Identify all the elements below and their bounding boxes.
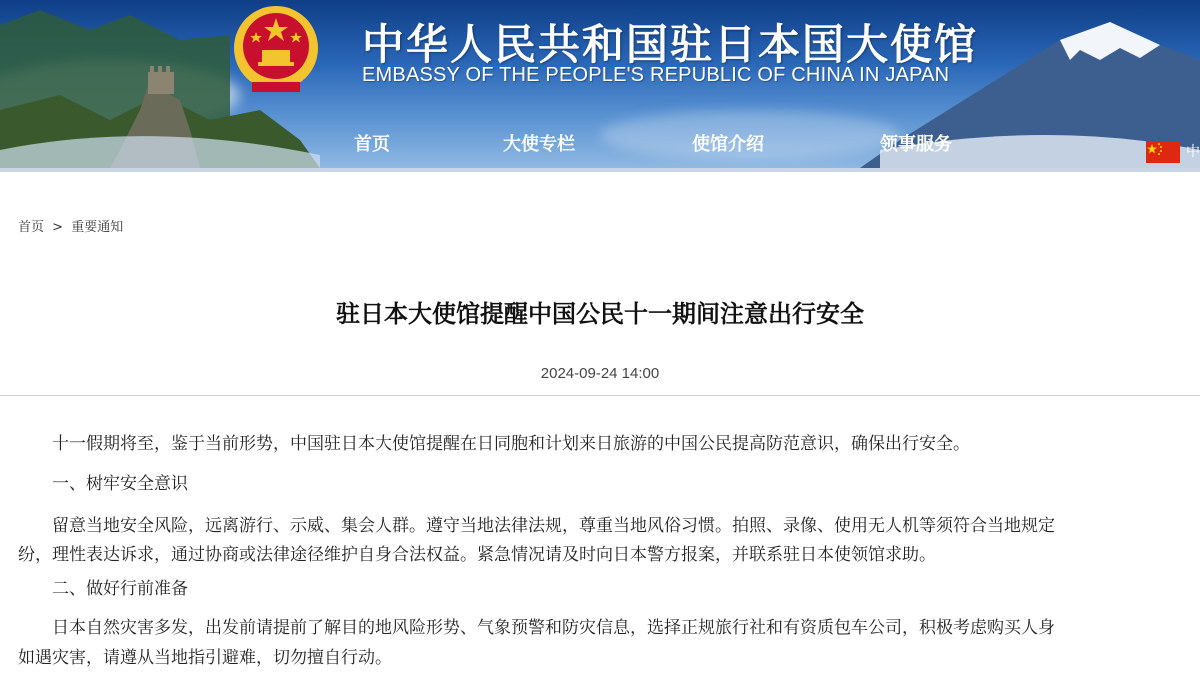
article-title: 驻日本大使馆提醒中国公民十一期间注意出行安全 — [336, 300, 864, 328]
language-switch[interactable]: 中 — [1186, 144, 1200, 160]
article-paragraph: 十一假期将至，鉴于当前形势，中国驻日本大使馆提醒在日同胞和计划来日旅游的中国公民提高防范意识，确保出行安全。 — [52, 434, 970, 454]
site-title-chinese: 中华人民共和国驻日本国大使馆 — [362, 20, 979, 69]
site-title-english: EMBASSY OF THE PEOPLE'S REPUBLIC OF CHINA IN JAPAN — [362, 64, 950, 86]
article-date: 2024-09-24 14:00 — [540, 365, 660, 382]
article-paragraph: 日本自然灾害多发，出发前请提前了解目的地风险形势、气象预警和防灾信息，选择正规旅行社和有资质包车公司，积极考虑购买人身 — [52, 618, 1055, 638]
national-emblem-icon — [232, 4, 320, 96]
section-heading: 一、树牢安全意识 — [52, 474, 188, 494]
china-flag-icon[interactable] — [1146, 141, 1180, 163]
breadcrumb — [18, 216, 127, 235]
breadcrumb-home-link[interactable]: 首页 — [18, 220, 45, 235]
nav-item-home[interactable]: 首页 — [354, 134, 390, 155]
banner-border — [0, 168, 1200, 172]
header-banner — [0, 0, 1200, 168]
breadcrumb-current-link[interactable]: 重要通知 — [71, 220, 124, 235]
nav-item-ambassador-column[interactable]: 大使专栏 — [503, 134, 575, 155]
article-paragraph: 留意当地安全风险，远离游行、示威、集会人群。遵守当地法律法规，尊重当地风俗习惯。拍照、录像、使用无人机等须符合当地规定 — [52, 516, 1055, 536]
breadcrumb-separator: > — [52, 220, 64, 235]
title-divider — [0, 395, 1200, 396]
nav-item-consular-services[interactable]: 领事服务 — [880, 134, 952, 155]
article-paragraph: 如遇灾害，请遵从当地指引避难，切勿擅自行动。 — [18, 648, 392, 668]
nav-item-embassy-intro[interactable]: 使馆介绍 — [692, 134, 764, 155]
article-paragraph: 纷，理性表达诉求，通过协商或法律途径维护自身合法权益。紧急情况请及时向日本警方报案，并联系驻日本使领馆求助。 — [18, 545, 936, 565]
section-heading: 二、做好行前准备 — [52, 579, 188, 599]
